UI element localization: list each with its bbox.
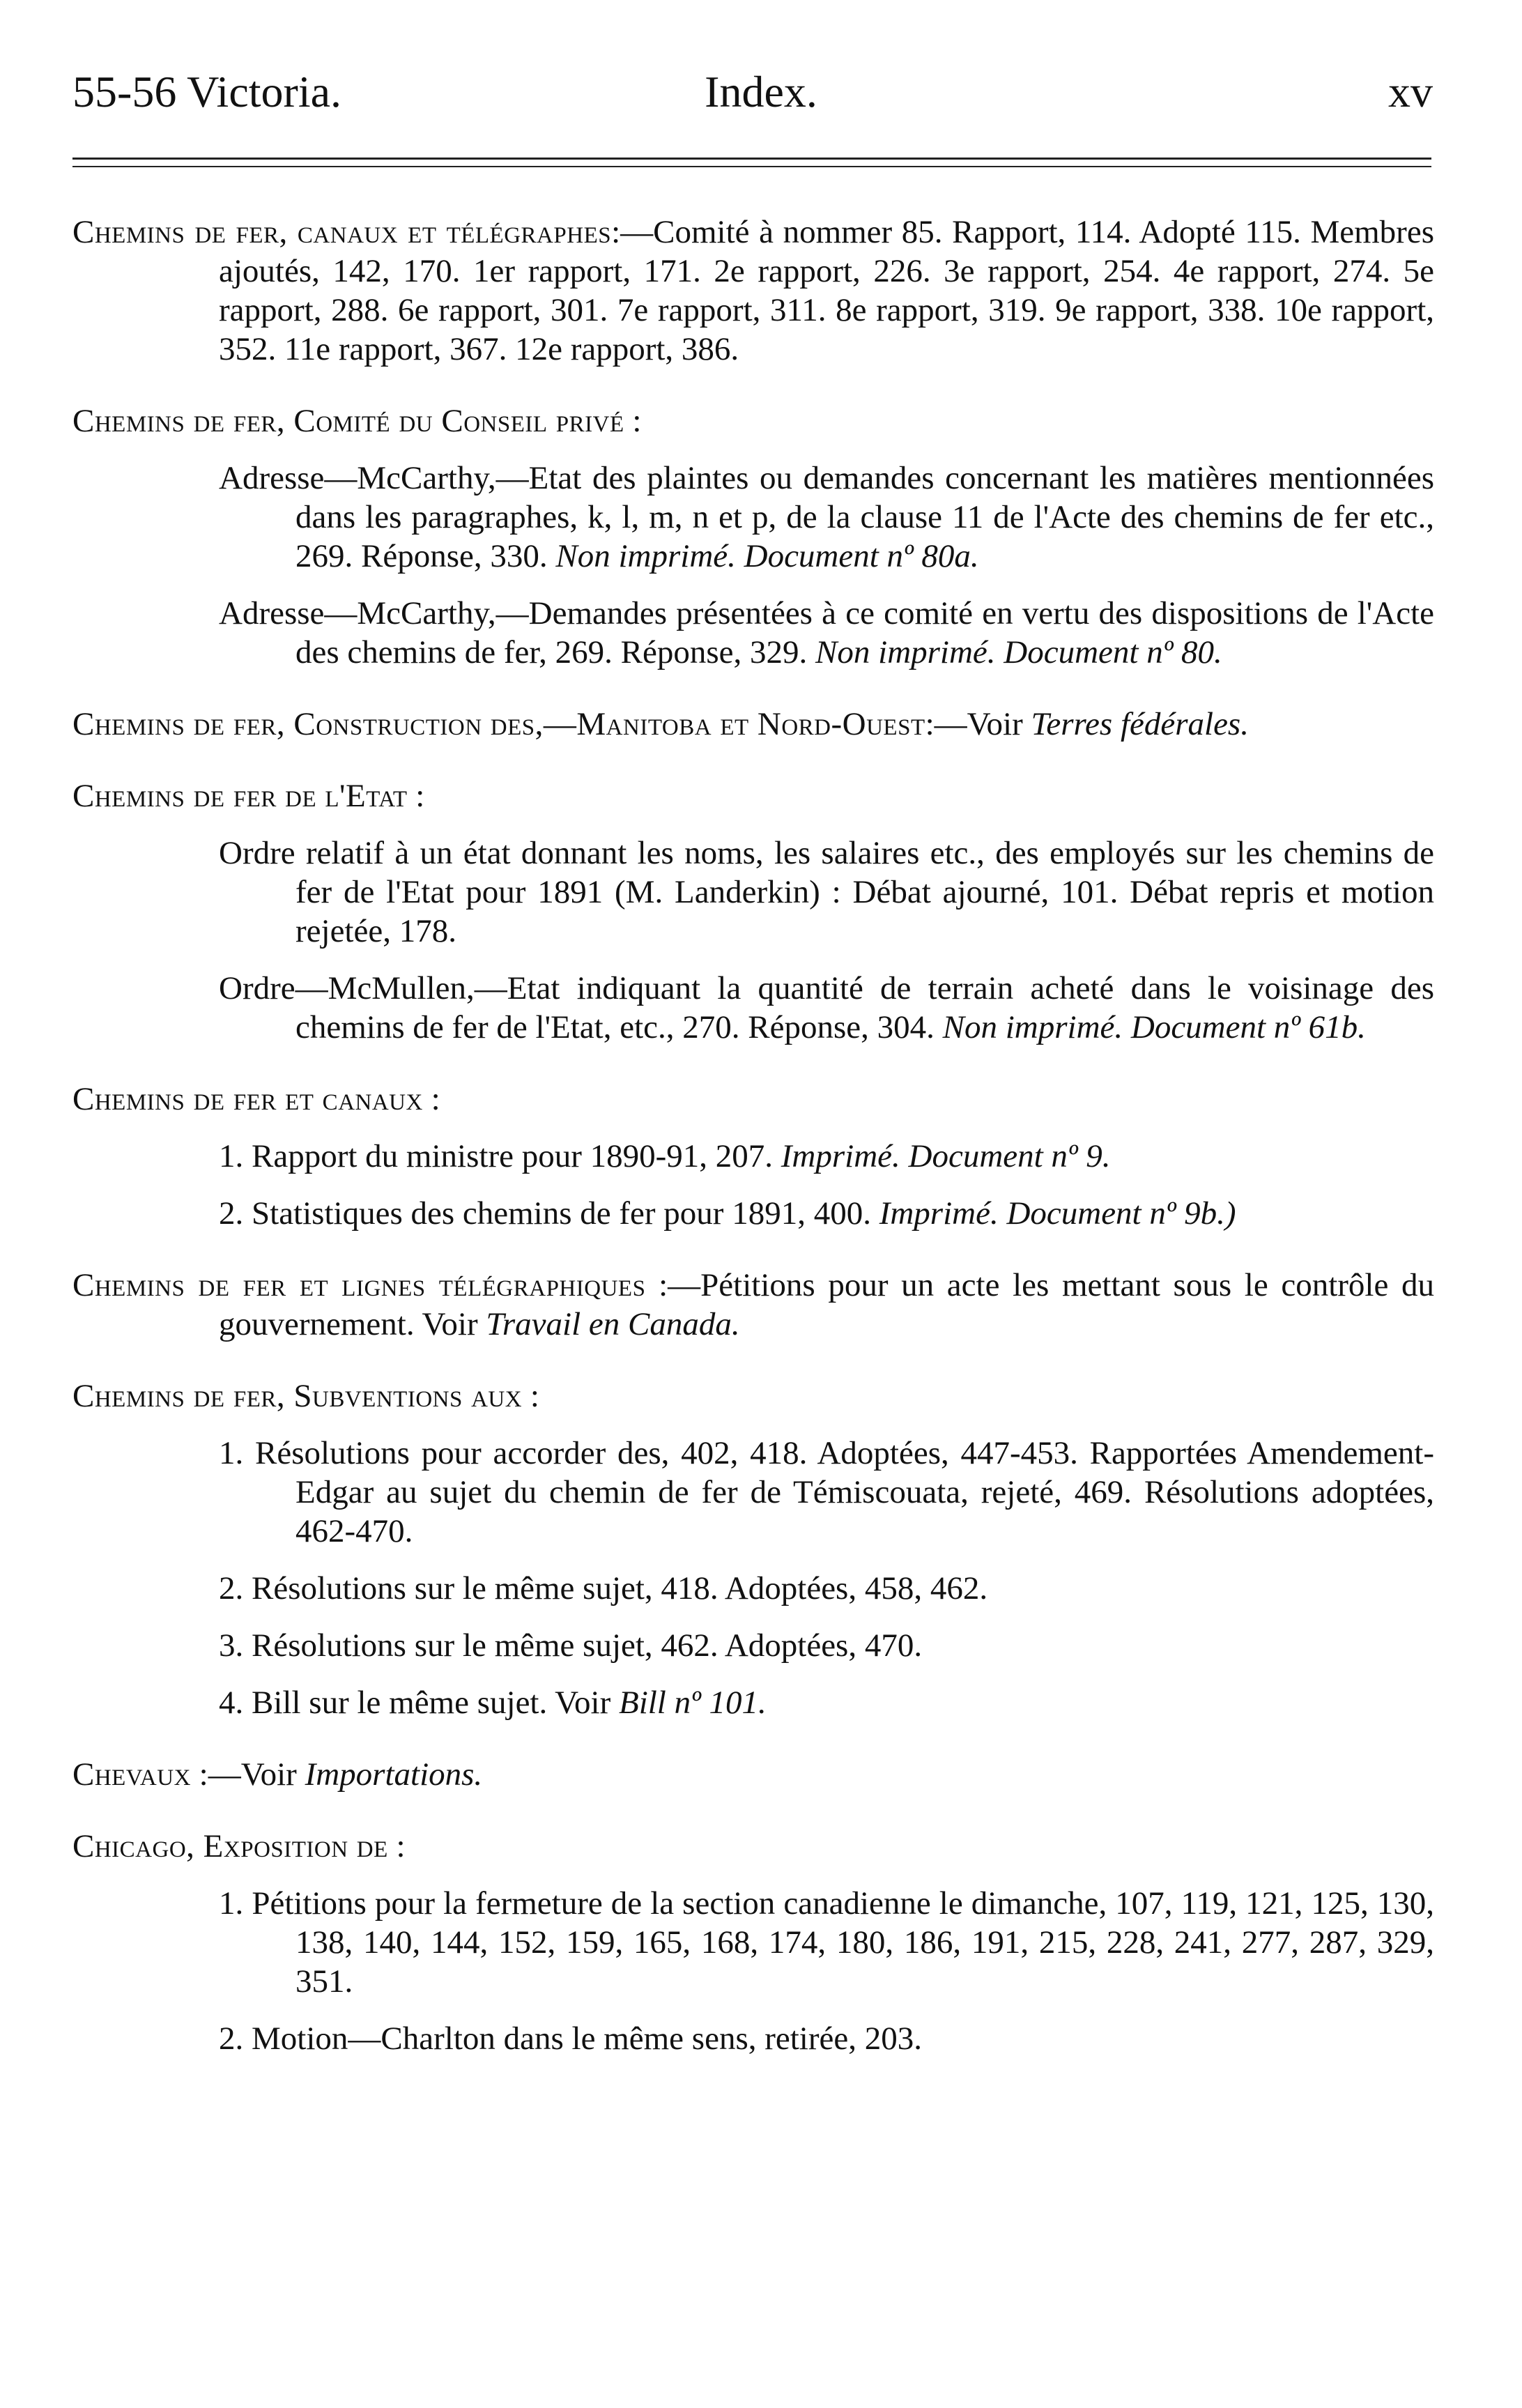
sub-entry-italic: Non imprimé. Document nº 61b.	[942, 1009, 1366, 1045]
index-entry	[72, 1080, 1434, 1119]
sub-entry	[72, 594, 1434, 672]
numbered-sub-entry	[72, 1626, 1434, 1665]
item-number: 1.	[219, 1885, 244, 1922]
sub-entry-text: Adresse—McCarthy,—Etat des plaintes ou demandes concernant les matières mentionnées dans les paragraphes, k, l, m, n et p, de la clause 11 de l'Acte des chemins de fer etc., 269. Réponse, 330.	[219, 460, 1434, 574]
entry-italic: Terres fédérales.	[1031, 706, 1249, 742]
item-number: 1.	[219, 1435, 244, 1471]
entry-heading: Chemins de fer et lignes télégraphiques	[72, 1267, 646, 1303]
index-body	[72, 213, 1434, 2058]
sub-entry-text: Statistiques des chemins de fer pour 1891, 400.	[252, 1195, 879, 1232]
index-entry	[72, 401, 1434, 440]
sub-entry-text: Ordre—McMullen,—Etat indiquant la quantité de terrain acheté dans le voisinage des chemins de fer de l'Etat, etc., 270. Réponse, 304.	[219, 970, 1434, 1045]
entry-text: :	[422, 1081, 440, 1117]
running-header-volume: 55-56 Victoria.	[72, 67, 341, 116]
entry-text: :	[407, 778, 425, 814]
numbered-sub-entry	[72, 1884, 1434, 2001]
entry-heading: Chevaux	[72, 1756, 191, 1793]
sub-entry-text: Ordre relatif à un état donnant les noms, les salaires etc., des employés sur les chemins de fer de l'Etat pour 1891 (M. Landerkin) : Débat ajourné, 101. Débat repris et motion rejetée, 178.	[219, 835, 1434, 949]
sub-entry-italic: Imprimé. Document nº 9.	[781, 1138, 1111, 1174]
index-entry	[72, 776, 1434, 815]
header-rule-thin	[72, 166, 1431, 167]
entry-text: :	[522, 1378, 539, 1414]
entry-text: :—Pétitions pour un acte les mettant sous le contrôle du gouvernement. Voir	[219, 1267, 1435, 1342]
sub-entry-text: Résolutions pour accorder des, 402, 418. Adoptées, 447-453. Rapportées Amendement-Edgar au sujet du chemin de fer de Témiscouata, rejeté, 469. Résolutions adoptées, 462-470.	[254, 1435, 1435, 1549]
entry-text: :	[387, 1828, 406, 1864]
numbered-sub-entry	[72, 1569, 1434, 1608]
entry-text: :	[624, 403, 642, 439]
sub-entry	[72, 459, 1434, 576]
numbered-sub-entry	[72, 1194, 1434, 1233]
sub-entry-italic: Bill nº 101.	[618, 1685, 767, 1721]
index-entry	[72, 1755, 1434, 1794]
entry-italic: Importations.	[305, 1756, 483, 1793]
item-number: 4.	[219, 1685, 244, 1721]
entry-italic: Travail en Canada.	[486, 1306, 740, 1342]
page-number: xv	[1388, 67, 1433, 116]
index-entry	[72, 213, 1434, 369]
entry-heading: Chemins de fer, canaux et télégraphes	[72, 214, 612, 250]
sub-entry	[72, 834, 1434, 951]
entry-heading: Chemins de fer, Comité du Conseil privé	[72, 403, 624, 439]
item-number: 3.	[219, 1627, 244, 1664]
sub-entry-text: Résolutions sur le même sujet, 418. Adoptées, 458, 462.	[252, 1570, 988, 1606]
sub-entry-text: Bill sur le même sujet. Voir	[252, 1685, 619, 1721]
entry-heading: Chicago, Exposition de	[72, 1828, 388, 1864]
running-header-title: Index.	[705, 67, 817, 116]
numbered-sub-entry	[72, 2019, 1434, 2058]
index-entry	[72, 1827, 1434, 1866]
entry-heading: Chemins de fer et canaux	[72, 1081, 423, 1117]
index-entry	[72, 1266, 1434, 1344]
item-number: 2.	[219, 1195, 244, 1232]
index-entry	[72, 705, 1434, 744]
sub-entry-italic: Non imprimé. Document nº 80a.	[555, 538, 979, 574]
numbered-sub-entry	[72, 1137, 1434, 1176]
sub-entry-italic: Imprimé. Document nº 9b.)	[879, 1195, 1236, 1232]
sub-entry-text: Adresse—McCarthy,—Demandes présentées à ce comité en vertu des dispositions de l'Acte des chemins de fer, 269. Réponse, 329.	[219, 595, 1434, 670]
sub-entry-text: Rapport du ministre pour 1890-91, 207.	[252, 1138, 781, 1174]
header-rule	[72, 158, 1431, 160]
entry-text: :—Voir	[925, 706, 1031, 742]
sub-entry-text: Pétitions pour la fermeture de la section canadienne le dimanche, 107, 119, 121, 125, 130, 138, 140, 144, 152, 159, 165, 168, 174, 180, 186, 191, 215, 228, 241, 277, 287, 329, 351.	[252, 1885, 1435, 2000]
entry-heading: Chemins de fer, Construction des,—Manitoba et Nord-Ouest	[72, 706, 925, 742]
entry-heading: Chemins de fer, Subventions aux	[72, 1378, 523, 1414]
sub-entry-italic: Non imprimé. Document nº 80.	[815, 634, 1222, 670]
item-number: 2.	[219, 2020, 244, 2057]
sub-entry-text: Motion—Charlton dans le même sens, retirée, 203.	[252, 2020, 922, 2057]
sub-entry	[72, 969, 1434, 1047]
entry-text: :—Voir	[190, 1756, 305, 1793]
entry-heading: Chemins de fer de l'Etat	[72, 778, 408, 814]
numbered-sub-entry	[72, 1434, 1434, 1551]
sub-entry-text: Résolutions sur le même sujet, 462. Adoptées, 470.	[252, 1627, 923, 1664]
entry-text: :—Comité à nommer 85. Rapport, 114. Adopté 115. Membres ajoutés, 142, 170. 1er rapport, 171. 2e rapport, 226. 3e rapport, 254. 4e rapport, 274. 5e rapport, 288. 6e rapport, 301. 7e rapport, 311. 8e rapport, 319. 9e rapport, 338. 10e rapport, 352. 11e rapport, 367. 12e rapport, 386.	[219, 214, 1434, 367]
index-entry	[72, 1376, 1434, 1416]
numbered-sub-entry	[72, 1683, 1434, 1722]
item-number: 1.	[219, 1138, 244, 1174]
item-number: 2.	[219, 1570, 244, 1606]
